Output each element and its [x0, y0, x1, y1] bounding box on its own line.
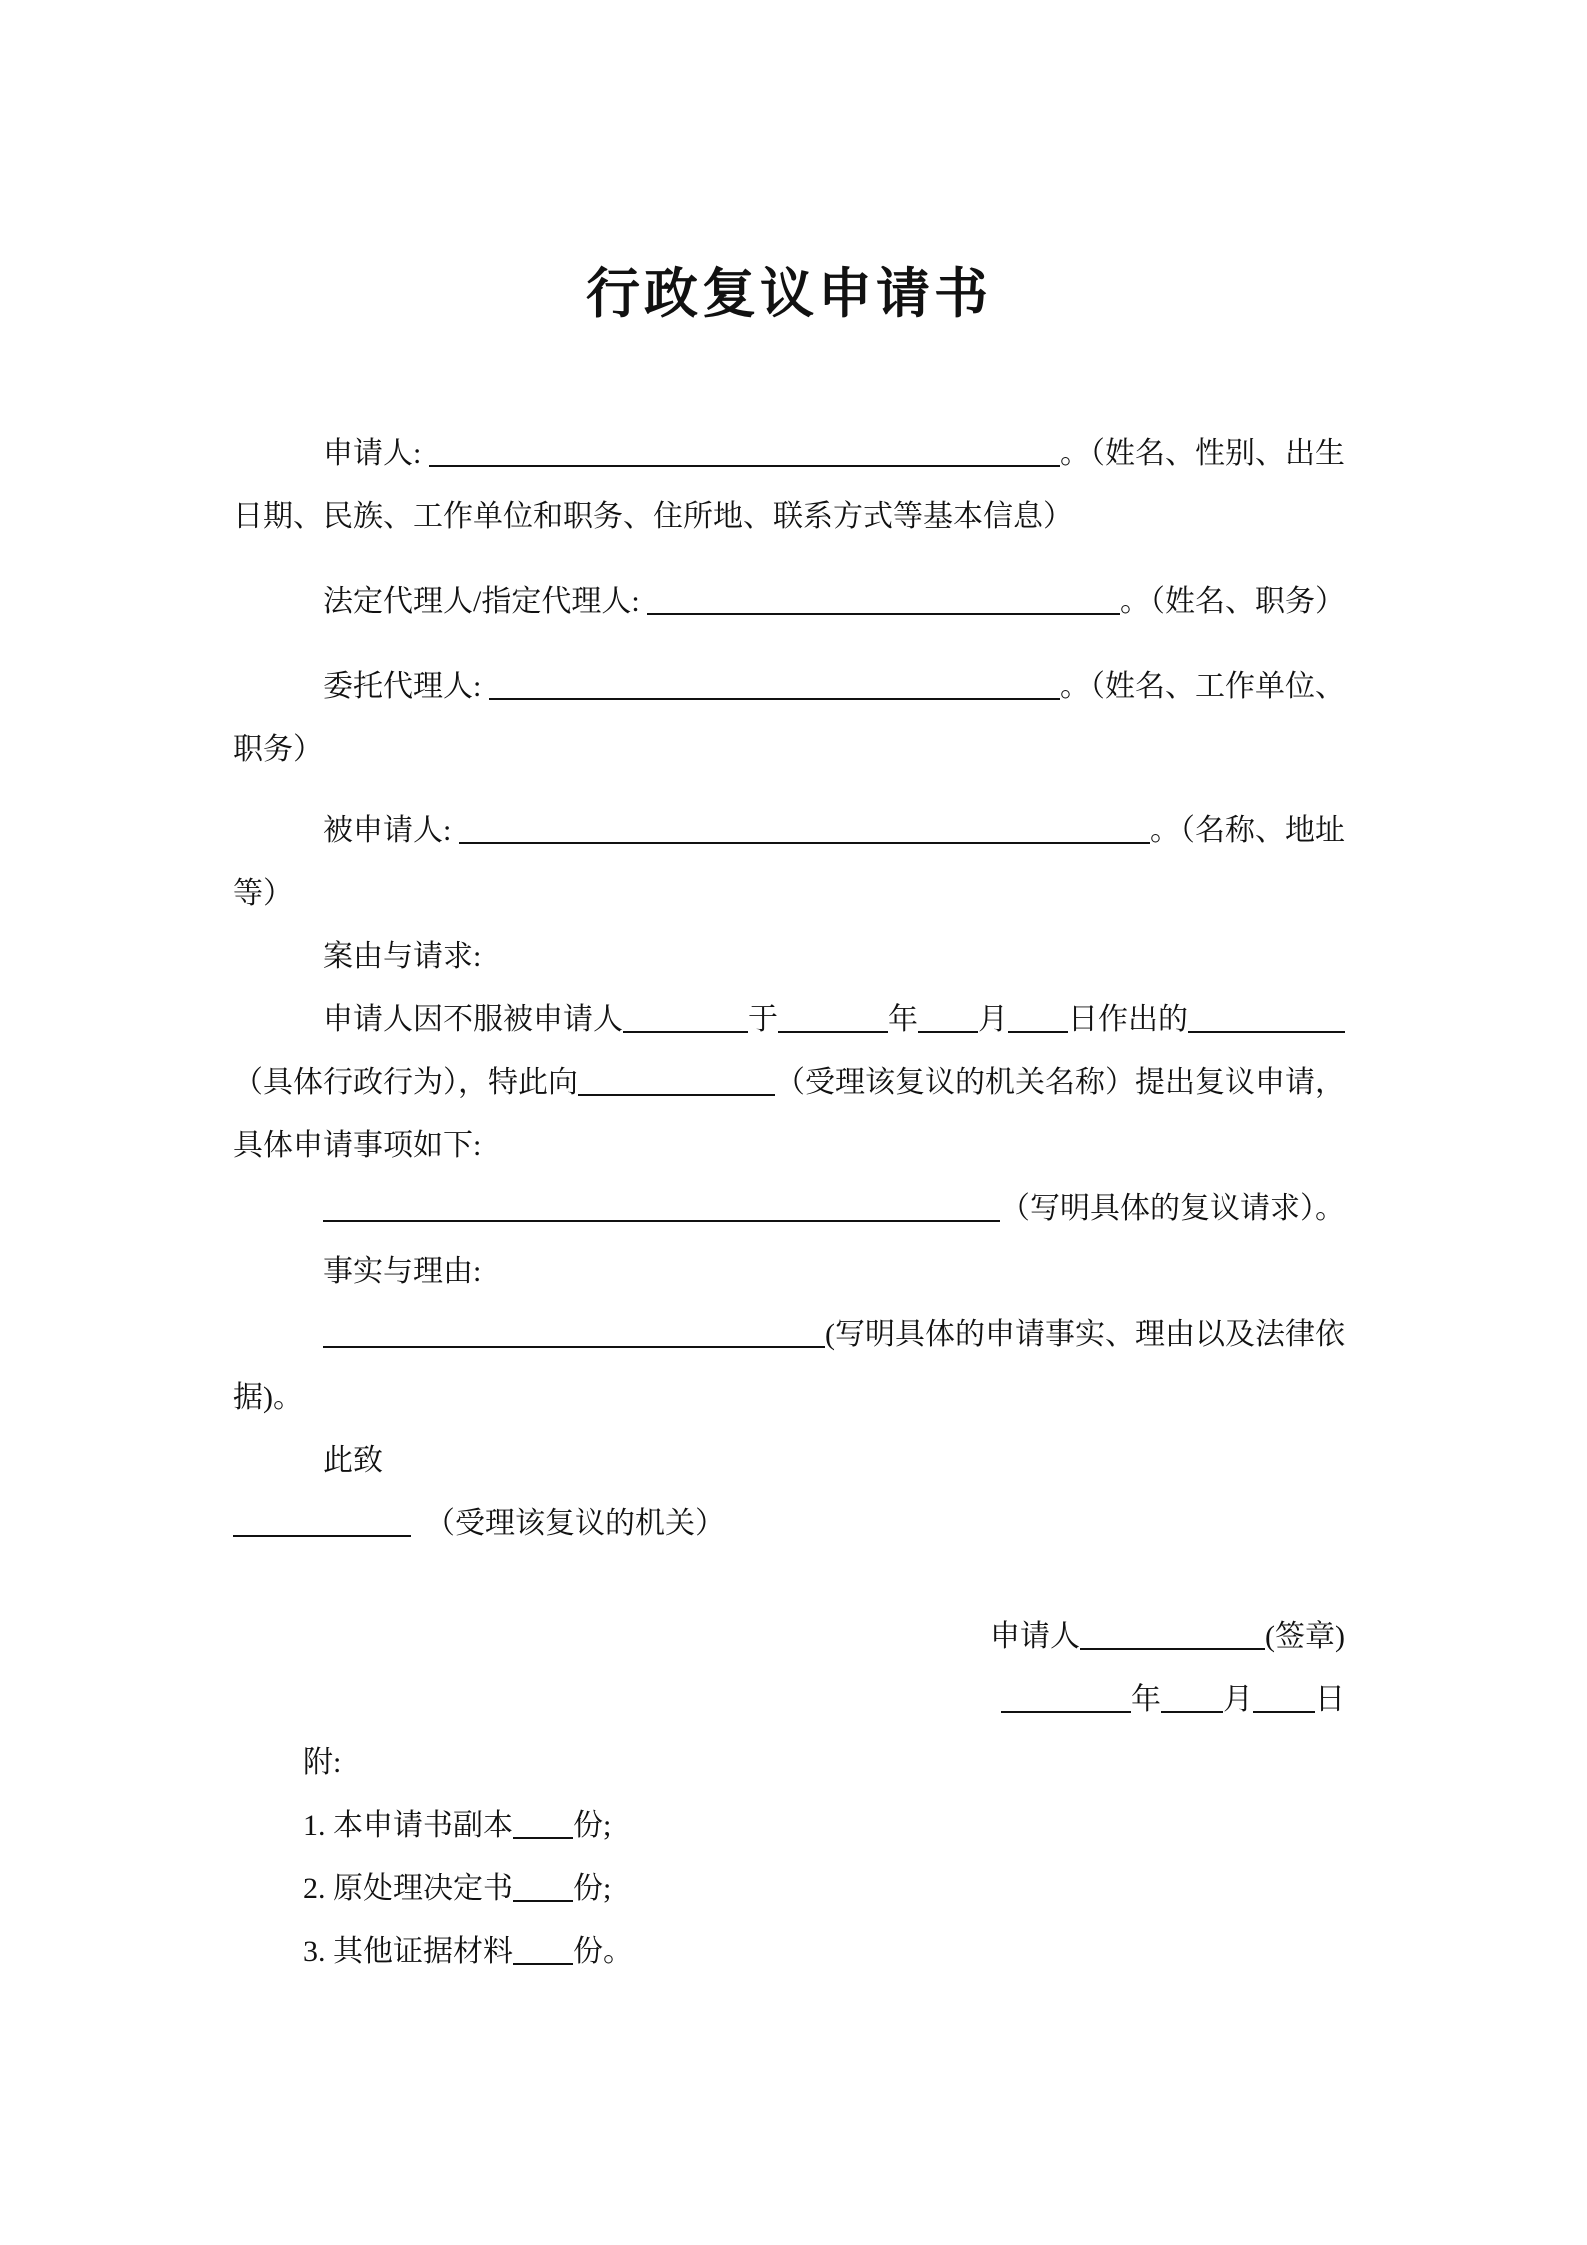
attachments-heading-row: [233, 1731, 1345, 1794]
attachment-3-count-blank: [513, 1963, 573, 1965]
respondent-note-part1: 。（名称、地址: [1150, 814, 1345, 847]
facts-blank-line: [323, 1346, 825, 1348]
facts-row-2: [233, 1366, 1345, 1429]
closing-authority-note: （受理该复议的机关）: [425, 1507, 725, 1540]
applicant-note-part1: 。（姓名、性别、出生: [1060, 437, 1345, 470]
applicant-label: 申请人:: [323, 437, 429, 470]
entrusted-agent-row: [233, 655, 1345, 718]
applicant-blank-line: [429, 465, 1060, 467]
reason-text-1: 申请人因不服被申请人: [323, 1003, 623, 1036]
request-note: （写明具体的复议请求）。: [1000, 1192, 1345, 1225]
entrusted-agent-note-row: [233, 718, 1345, 781]
respondent-blank-line: [459, 842, 1150, 844]
case-reason-row-2: [233, 1051, 1345, 1114]
attachment-3-unit: 份。: [573, 1935, 633, 1968]
facts-heading: 事实与理由:: [323, 1255, 482, 1288]
legal-agent-row: [233, 570, 1345, 633]
attachment-1-unit: 份;: [573, 1809, 612, 1842]
date-row: [233, 1668, 1345, 1731]
reason-text-5: 日作出的: [1068, 1003, 1188, 1036]
attachment-2-text: 2. 原处理决定书: [303, 1872, 513, 1905]
reason-text-6: （具体行政行为），特此向: [233, 1066, 578, 1099]
decision-day-blank: [1008, 1031, 1068, 1033]
applicant-note-row: [233, 485, 1345, 548]
reason-text-3: 年: [888, 1003, 918, 1036]
attachment-3-text: 3. 其他证据材料: [303, 1935, 513, 1968]
salute-text: 此致: [323, 1444, 383, 1477]
date-month-label: 月: [1223, 1683, 1253, 1716]
case-heading-row: [233, 925, 1345, 988]
applicant-row: [233, 422, 1345, 485]
attachment-1-text: 1. 本申请书副本: [303, 1809, 513, 1842]
attachment-1-count-blank: [513, 1837, 573, 1839]
request-blank-line: [323, 1220, 1000, 1222]
respondent-row: [233, 799, 1345, 862]
decision-month-blank: [918, 1031, 978, 1033]
reason-text-4: 月: [978, 1003, 1008, 1036]
case-heading: 案由与请求:: [323, 940, 482, 973]
facts-note-part2: 据)。: [233, 1381, 303, 1414]
entrusted-agent-label: 委托代理人:: [323, 670, 489, 703]
respondent-note-row: [233, 862, 1345, 925]
signature-applicant-label: 申请人: [990, 1620, 1081, 1653]
reason-text-2: 于: [748, 1003, 778, 1036]
date-year-label: 年: [1131, 1683, 1161, 1716]
entrusted-agent-note-part2: 职务）: [233, 733, 323, 766]
date-month-blank: [1161, 1711, 1223, 1713]
authority-row: [233, 1492, 1345, 1555]
case-reason-row-1: [233, 988, 1345, 1051]
attachment-2-count-blank: [513, 1900, 573, 1902]
authority-name-blank: [578, 1094, 775, 1096]
attachment-item-1: [233, 1794, 1345, 1857]
entrusted-agent-blank-line: [489, 698, 1060, 700]
closing-authority-blank: [233, 1535, 411, 1537]
signature-seal-note: (签章): [1265, 1620, 1345, 1653]
attachment-item-3: [233, 1920, 1345, 1983]
document-title: 行政复议申请书: [586, 264, 992, 324]
date-year-blank: [1001, 1711, 1131, 1713]
respondent-name-blank: [623, 1031, 748, 1033]
facts-row-1: [233, 1303, 1345, 1366]
legal-agent-blank-line: [647, 613, 1120, 615]
attachment-2-unit: 份;: [573, 1872, 612, 1905]
respondent-label: 被申请人:: [323, 814, 459, 847]
case-reason-row-3: [233, 1114, 1345, 1177]
attachments-heading: 附:: [303, 1746, 342, 1779]
reason-text-8: 具体申请事项如下:: [233, 1129, 482, 1162]
decision-name-blank: [1188, 1031, 1345, 1033]
facts-note-part1: (写明具体的申请事实、理由以及法律依: [825, 1318, 1345, 1351]
salute-row: [233, 1429, 1345, 1492]
legal-agent-note: 。（姓名、职务）: [1120, 585, 1345, 618]
respondent-note-part2: 等）: [233, 877, 293, 910]
request-row: [233, 1177, 1345, 1240]
entrusted-agent-note-part1: 。（姓名、工作单位、: [1060, 670, 1345, 703]
signature-row: [233, 1605, 1345, 1668]
decision-year-blank: [778, 1031, 888, 1033]
date-day-blank: [1253, 1711, 1315, 1713]
signature-blank: [1080, 1648, 1265, 1650]
applicant-note-part2: 日期、民族、工作单位和职务、住所地、联系方式等基本信息）: [233, 500, 1073, 533]
date-day-label: 日: [1315, 1683, 1345, 1716]
attachment-item-2: [233, 1857, 1345, 1920]
reason-text-7: （受理该复议的机关名称）提出复议申请，: [775, 1066, 1345, 1099]
facts-heading-row: [233, 1240, 1345, 1303]
legal-agent-label: 法定代理人/指定代理人:: [323, 585, 648, 618]
